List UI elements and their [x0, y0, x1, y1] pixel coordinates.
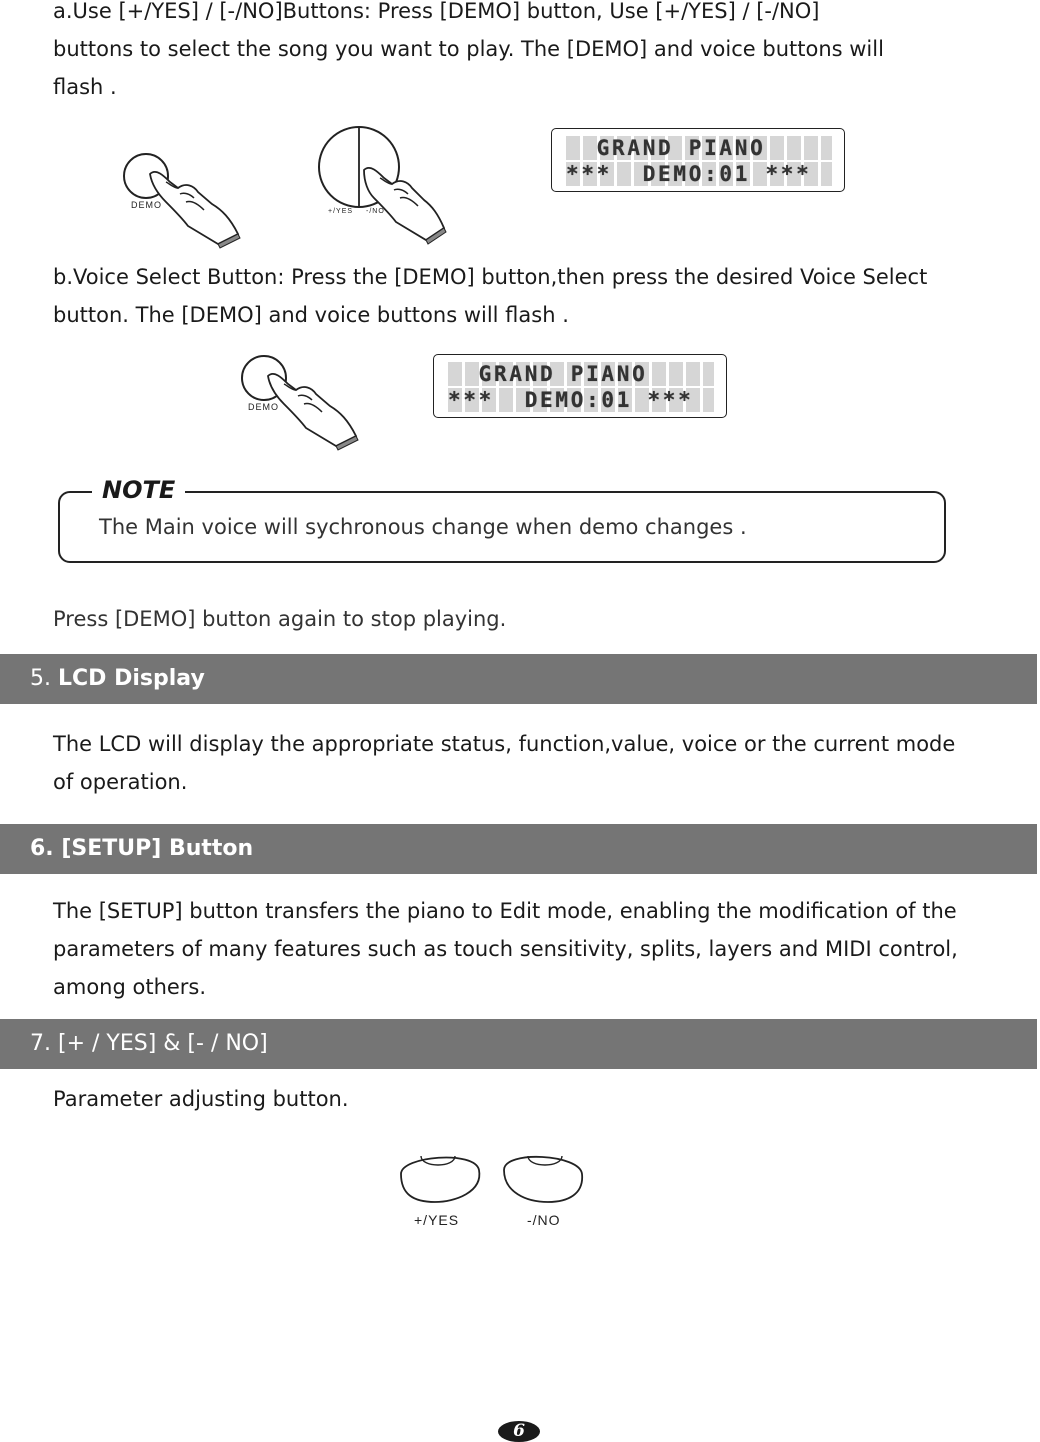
note-text: The Main voice will sychronous change when demo changes .: [99, 515, 747, 539]
yes-label-a: +/YES: [328, 208, 354, 215]
section-6-line-3: among others.: [53, 975, 207, 999]
section-b-line-1: b.Voice Select Button: Press the [DEMO] button,then press the desired Voice Select: [53, 265, 928, 289]
section-5-number: 5.: [30, 666, 51, 691]
section-6-header: 6. [SETUP] Button: [0, 824, 1037, 874]
section-5-line-1: The LCD will display the appropriate status, function,value, voice or the current mode: [53, 732, 956, 756]
yes-no-round-button-hand-icon: [318, 126, 448, 246]
demo-label-b: DEMO: [248, 402, 279, 412]
no-label: -/NO: [527, 1212, 561, 1228]
lcd-display-b: [433, 354, 727, 418]
section-6-line-1: The [SETUP] button transfers the piano to Edit mode, enabling the modification of the: [53, 899, 957, 923]
page-number: 6: [498, 1421, 540, 1442]
section-5-line-2: of operation.: [53, 770, 188, 794]
lcd-display-a: [551, 128, 845, 192]
lcd-line-2: *** DEMO:01 ***: [566, 162, 832, 186]
lcd-line-1-b: GRAND PIANO: [448, 362, 714, 386]
yes-label: +/YES: [414, 1212, 460, 1228]
lcd-line-2-b: *** DEMO:01 ***: [448, 388, 714, 412]
yes-button-icon: [395, 1152, 481, 1204]
section-6-line-2: parameters of many features such as touch sensitivity, splits, layers and MIDI control,: [53, 937, 958, 961]
section-5-title: LCD Display: [58, 666, 205, 691]
section-b-line-2: button. The [DEMO] and voice buttons will flash .: [53, 303, 569, 327]
note-title: NOTE: [92, 474, 185, 506]
no-label-a: -/NO: [366, 208, 385, 215]
stop-playing-text: Press [DEMO] button again to stop playing.: [53, 607, 507, 631]
demo-label-a: DEMO: [131, 200, 162, 210]
section-a-line-3: flash .: [53, 75, 117, 99]
section-7-line-1: Parameter adjusting button.: [53, 1087, 349, 1111]
section-7-header: 7. [+ / YES] & [- / NO]: [0, 1019, 1037, 1069]
section-5-header: [0, 654, 1037, 704]
lcd-line-1: GRAND PIANO: [566, 136, 832, 160]
section-a-line-1: a.Use [+/YES] / [-/NO]Buttons: Press [DEMO] button, Use [+/YES] / [-/NO]: [53, 0, 820, 23]
section-a-line-2: buttons to select the song you want to play. The [DEMO] and voice buttons will: [53, 37, 884, 61]
no-button-icon: [502, 1152, 588, 1204]
